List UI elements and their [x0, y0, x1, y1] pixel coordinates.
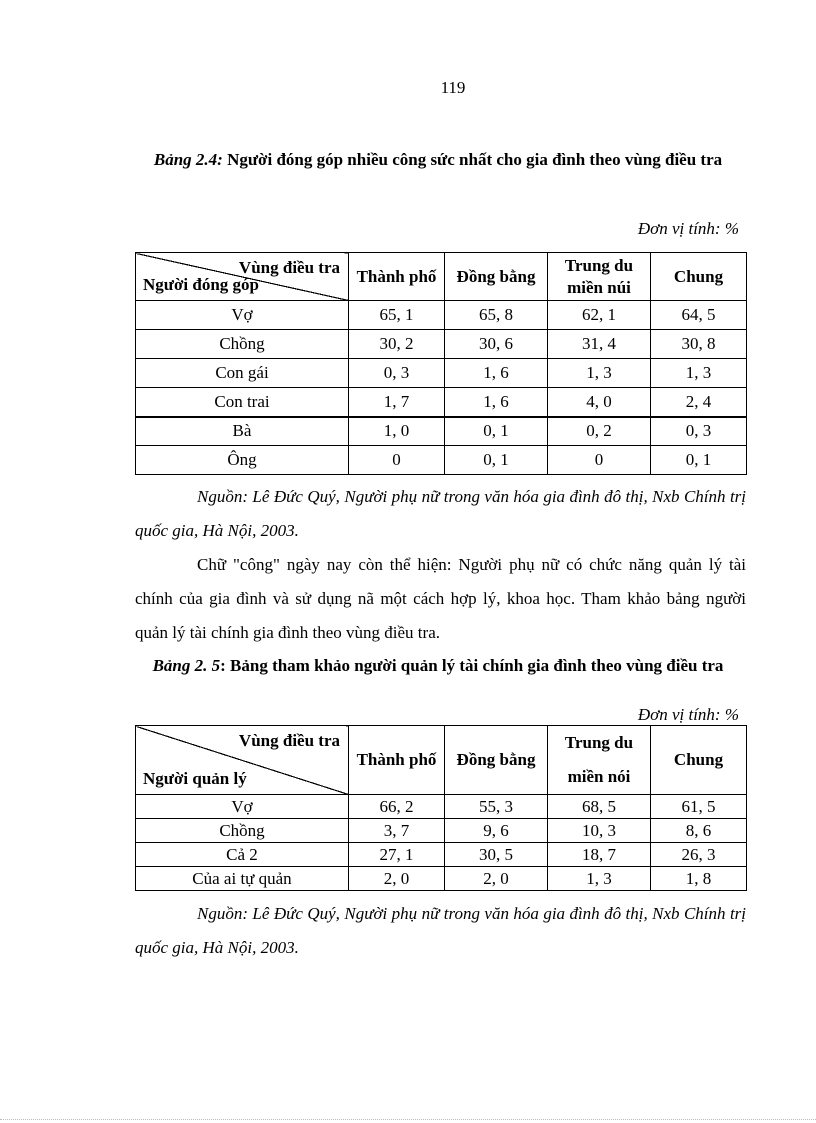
table1-label: Bảng 2.4: [153, 150, 223, 169]
table-row [136, 446, 747, 475]
row-label: Cả 2 [136, 843, 349, 867]
cell: 68, 5 [548, 795, 651, 819]
cell: 2, 0 [349, 867, 445, 891]
table-row [136, 819, 747, 843]
cell: 1, 3 [548, 867, 651, 891]
row-label: Chồng [136, 330, 349, 359]
table1-col-header: Đồng bằng [445, 253, 548, 301]
cell: 9, 6 [445, 819, 548, 843]
cell: 8, 6 [651, 819, 747, 843]
table2-col-header: Đồng bằng [445, 726, 548, 795]
table1-header-row [136, 253, 747, 301]
table2-label: Bảng 2. 5 [152, 656, 221, 675]
cell: 1, 0 [349, 417, 445, 446]
table2-header-row [136, 726, 747, 795]
cell: 2, 4 [651, 388, 747, 417]
table-row [136, 301, 747, 330]
table-row [136, 843, 747, 867]
row-label: Con trai [136, 388, 349, 417]
cell: 66, 2 [349, 795, 445, 819]
cell: 0 [349, 446, 445, 475]
cell: 65, 1 [349, 301, 445, 330]
table2-corner-bottom: Người quản lý [143, 769, 247, 788]
table-row [136, 795, 747, 819]
body-paragraph: Chữ "công" ngày nay còn thể hiện: Người phụ nữ có chức năng quản lý tài chính của gia đình và sử dụng nã một cách hợp lý, khoa học. Tham khảo bảng người quản lý tài chính gia đình theo vùng điều tra. [135, 555, 746, 642]
table-row [136, 867, 747, 891]
cell: 65, 8 [445, 301, 548, 330]
table1-corner-top: Vùng điều tra [238, 258, 340, 277]
table1-source: Nguồn: Lê Đức Quý, Người phụ nữ trong văn hóa gia đình đô thị, Nxb Chính trị quốc gia, Hà Nội, 2003. [135, 487, 746, 540]
table2-corner-top: Vùng điều tra [238, 731, 340, 750]
table1-corner-cell [136, 253, 349, 301]
cell: 30, 5 [445, 843, 548, 867]
cell: 31, 4 [548, 330, 651, 359]
row-label: Vợ [136, 795, 349, 819]
cell: 30, 2 [349, 330, 445, 359]
row-label: Vợ [136, 301, 349, 330]
cell: 1, 3 [651, 359, 747, 388]
table2-corner-cell [136, 726, 349, 795]
table2-unit: Đơn vị tính: % [637, 705, 739, 724]
cell: 0, 1 [651, 446, 747, 475]
table2 [135, 725, 747, 891]
table2-title: : Bảng tham khảo người quản lý tài chính gia đình theo vùng điều tra [220, 656, 724, 675]
row-label: Của ai tự quản [136, 867, 349, 891]
table-row [136, 417, 747, 446]
table1-caption [130, 143, 746, 177]
cell: 62, 1 [548, 301, 651, 330]
cell: 2, 0 [445, 867, 548, 891]
table1-col-header: Trung du miền núi [548, 253, 651, 301]
row-label: Con gái [136, 359, 349, 388]
table1-corner-bottom: Người đóng góp [143, 275, 259, 294]
cell: 1, 6 [445, 388, 548, 417]
cell: 3, 7 [349, 819, 445, 843]
cell: 0, 3 [651, 417, 747, 446]
cell: 1, 6 [445, 359, 548, 388]
row-label: Ông [136, 446, 349, 475]
cell: 18, 7 [548, 843, 651, 867]
cell: 27, 1 [349, 843, 445, 867]
cell: 64, 5 [651, 301, 747, 330]
cell: 0, 1 [445, 446, 548, 475]
table2-col-header: Chung [651, 726, 747, 795]
page-bottom-divider [0, 1119, 816, 1120]
table-row [136, 388, 747, 417]
cell: 10, 3 [548, 819, 651, 843]
table-row [136, 330, 747, 359]
table1-col-header: Thành phố [349, 253, 445, 301]
table-row [136, 359, 747, 388]
table1-title: Người đóng góp nhiều công sức nhất cho gia đình theo vùng điều tra [222, 150, 723, 169]
cell: 1, 8 [651, 867, 747, 891]
table2-caption [130, 655, 746, 677]
table2-col-header: Thành phố [349, 726, 445, 795]
cell: 26, 3 [651, 843, 747, 867]
table1 [135, 252, 747, 475]
table2-col-header: Trung du miền nói [548, 726, 651, 795]
row-label: Chồng [136, 819, 349, 843]
table1-unit: Đơn vị tính: % [637, 219, 739, 238]
cell: 30, 8 [651, 330, 747, 359]
row-label: Bà [136, 417, 349, 446]
cell: 1, 7 [349, 388, 445, 417]
cell: 4, 0 [548, 388, 651, 417]
cell: 30, 6 [445, 330, 548, 359]
table1-col-header: Chung [651, 253, 747, 301]
cell: 0, 1 [445, 417, 548, 446]
cell: 1, 3 [548, 359, 651, 388]
cell: 0 [548, 446, 651, 475]
cell: 0, 2 [548, 417, 651, 446]
table2-source: Nguồn: Lê Đức Quý, Người phụ nữ trong văn hóa gia đình đô thị, Nxb Chính trị quốc gia, Hà Nội, 2003. [135, 904, 746, 957]
cell: 61, 5 [651, 795, 747, 819]
page-number: 119 [440, 78, 466, 97]
cell: 55, 3 [445, 795, 548, 819]
cell: 0, 3 [349, 359, 445, 388]
